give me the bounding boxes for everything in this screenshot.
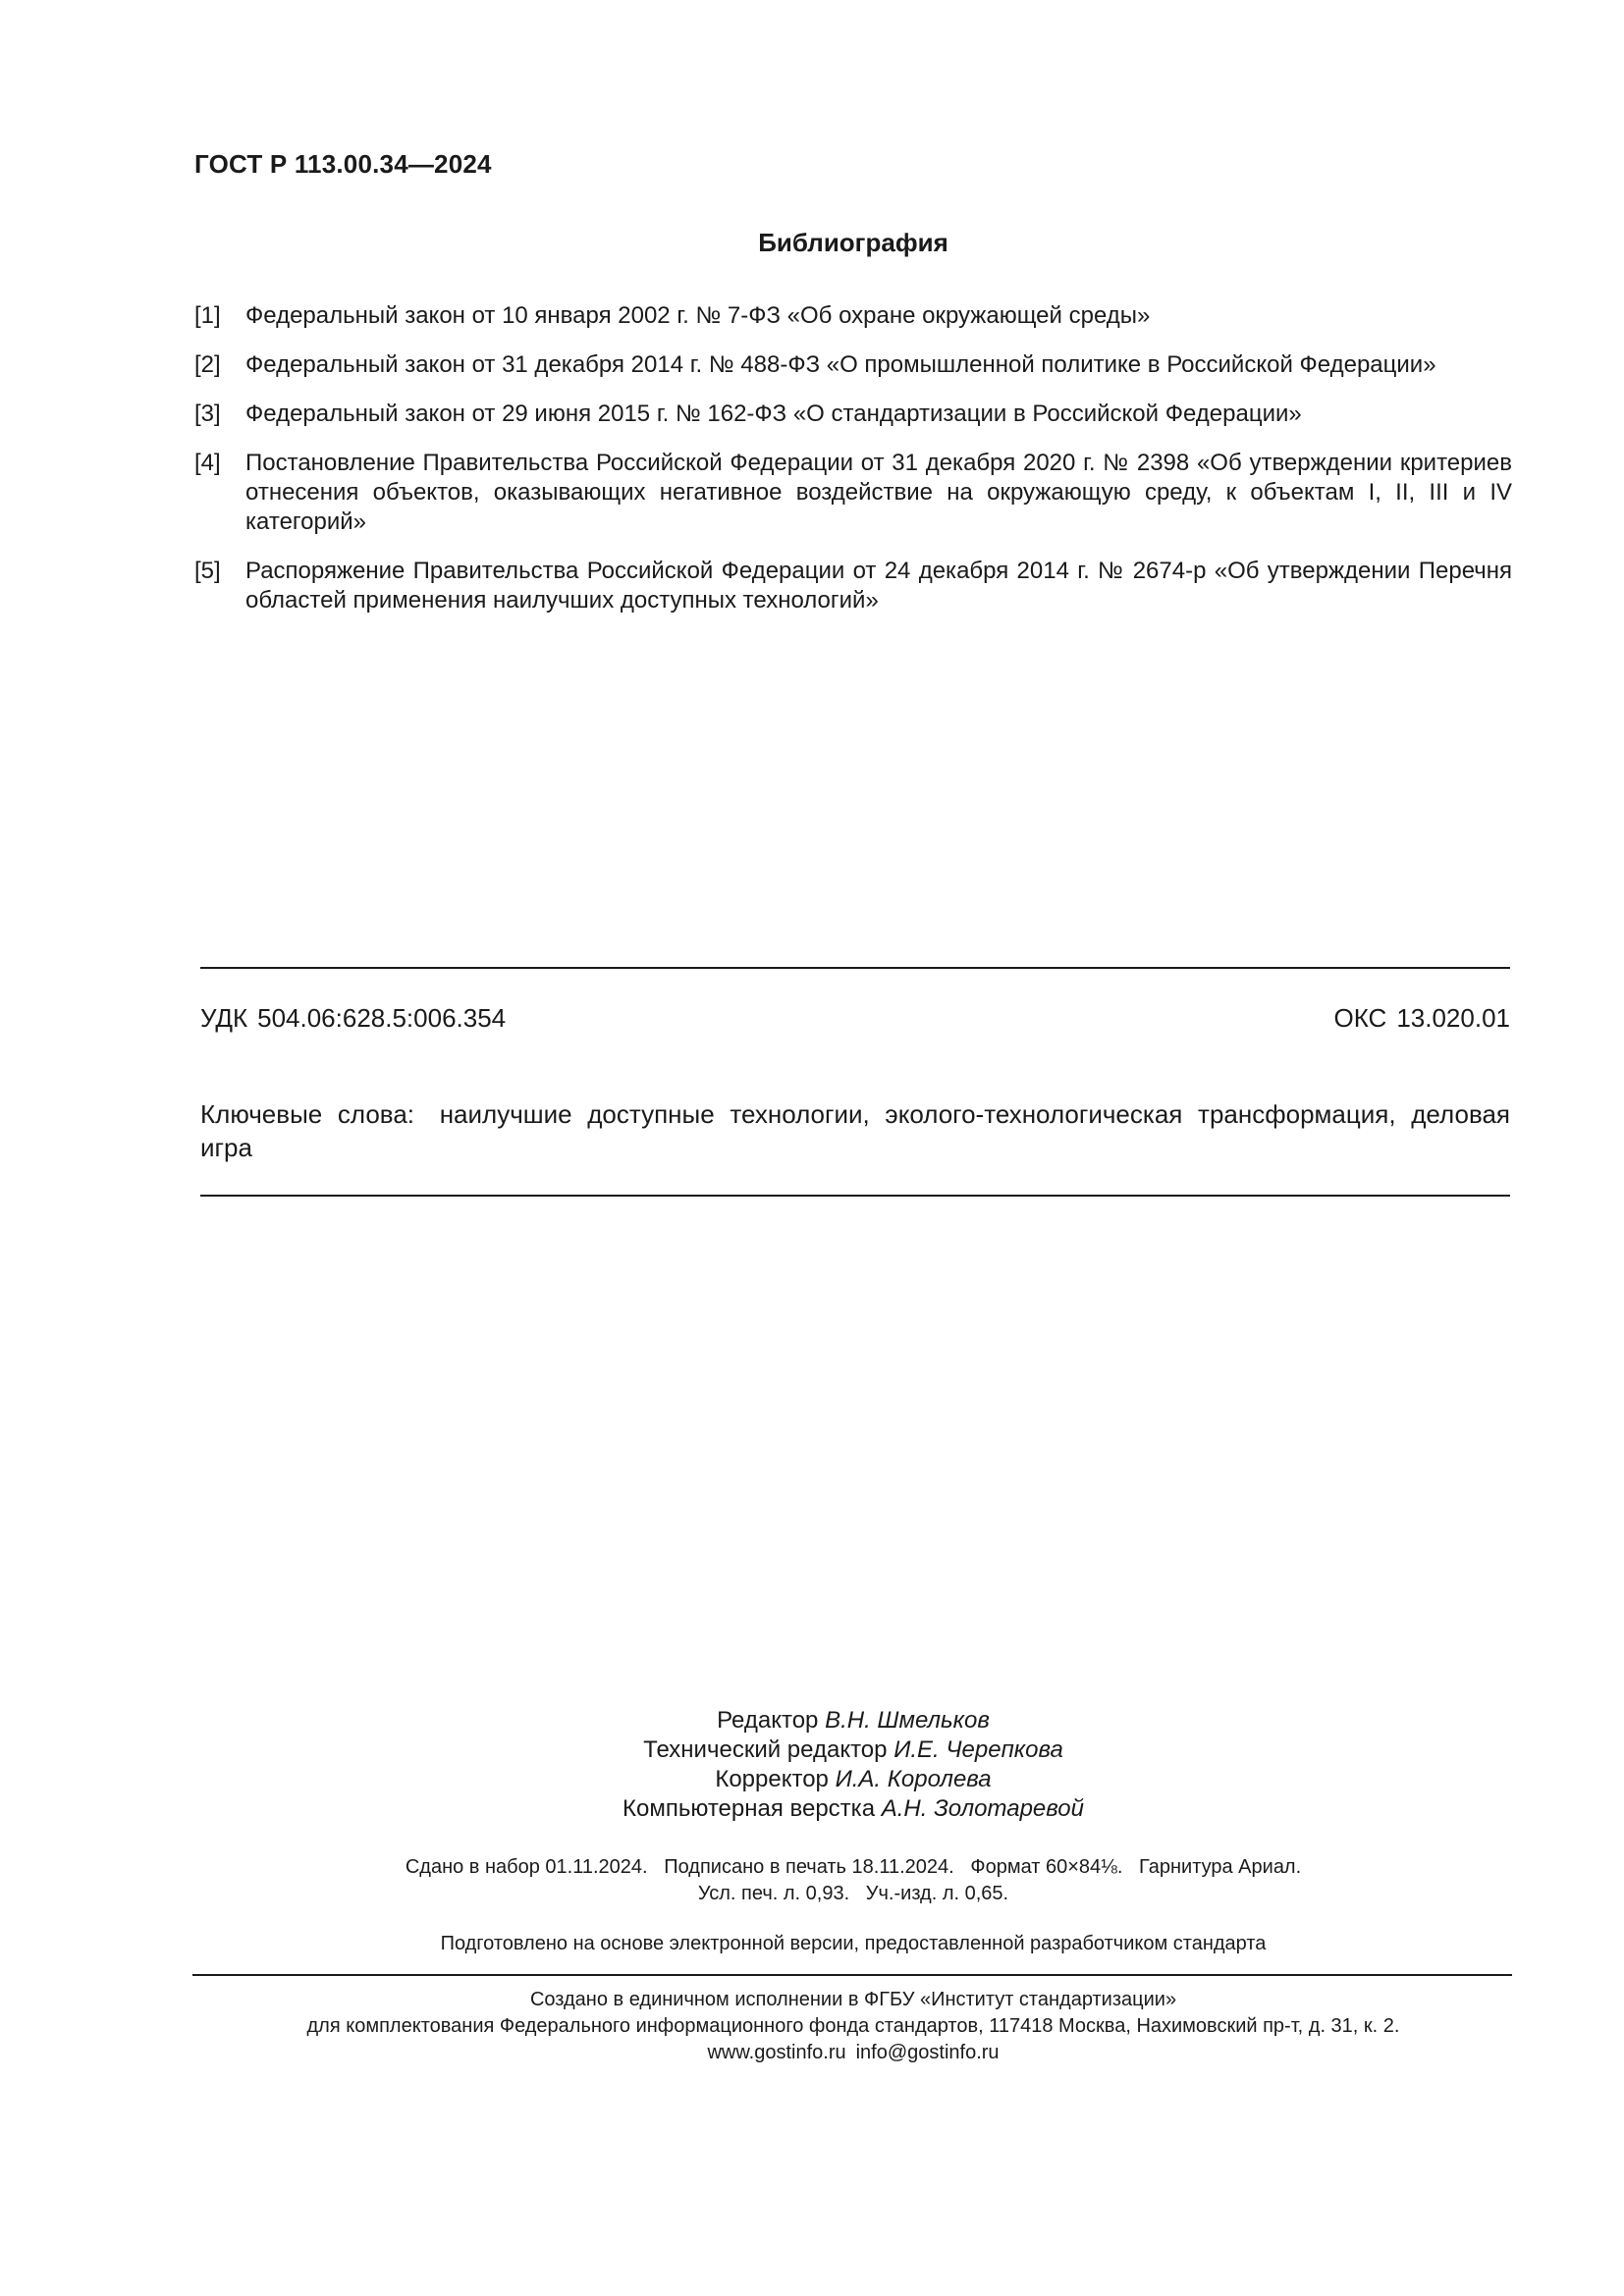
credit-name: А.Н. Золотаревой	[881, 1795, 1084, 1822]
bibliography-item-number: [2]	[194, 351, 221, 378]
bibliography-item	[194, 301, 1512, 331]
footer-contacts	[194, 2040, 1512, 2066]
keywords-label: Ключевые слова:	[200, 1099, 415, 1129]
udk-value: 504.06:628.5:006.354	[257, 1003, 507, 1033]
credit-role: Корректор	[715, 1766, 829, 1792]
footer	[194, 1987, 1512, 2066]
bibliography-item-text: Федеральный закон от 10 января 2002 г. № 7-ФЗ «Об охране окружающей среды»	[245, 302, 1151, 329]
document-code: ГОСТ Р 113.00.34—2024	[194, 149, 492, 179]
credit-line	[194, 1765, 1512, 1794]
credit-name: В.Н. Шмельков	[825, 1707, 990, 1734]
print-info-line: Усл. печ. л. 0,93. Уч.-изд. л. 0,65.	[697, 1883, 1009, 1904]
bibliography-list	[194, 301, 1512, 615]
divider-bottom	[192, 1974, 1512, 1976]
print-info-line: Сдано в набор 01.11.2024. Подписано в печать 18.11.2024. Формат 60×84⅛. Гарнитура Ариал.	[405, 1856, 1302, 1878]
oks-code	[1333, 1003, 1510, 1034]
bibliography-item	[194, 350, 1512, 380]
print-info	[194, 1854, 1512, 1907]
credit-line	[194, 1735, 1512, 1765]
oks-label: ОКС	[1333, 1003, 1387, 1033]
bibliography-item-text: Постановление Правительства Российской Федерации от 31 декабря 2020 г. № 2398 «Об утверждении критериев отнесения объектов, оказывающих негативное воздействие на окружающую среду, к объектам I, II, III и IV категорий»	[245, 450, 1512, 535]
credit-role: Технический редактор	[643, 1736, 888, 1763]
website-link[interactable]: www.gostinfo.ru	[707, 2042, 846, 2063]
bibliography-item-number: [4]	[194, 450, 221, 476]
divider-middle	[200, 1195, 1510, 1197]
footer-line: для комплектования Федерального информационного фонда стандартов, 117418 Москва, Нахимовский пр-т, д. 31, к. 2.	[306, 2015, 1400, 2037]
credit-role: Компьютерная верстка	[623, 1795, 876, 1822]
keywords-block	[200, 1097, 1510, 1164]
udk-label: УДК	[200, 1003, 248, 1033]
credit-line	[194, 1706, 1512, 1735]
divider-top	[200, 967, 1510, 969]
bibliography-item-number: [1]	[194, 302, 221, 329]
prepared-note: Подготовлено на основе электронной версии, предоставленной разработчиком стандарта	[440, 1933, 1267, 1954]
bibliography-item	[194, 400, 1512, 429]
udk-code	[200, 1003, 506, 1034]
bibliography-title: Библиография	[758, 228, 948, 257]
credits-block	[194, 1706, 1512, 1824]
email-link[interactable]: info@gostinfo.ru	[855, 2042, 1000, 2063]
bibliography-item-text: Распоряжение Правительства Российской Федерации от 24 декабря 2014 г. № 2674-р «Об утверждении Перечня областей применения наилучших доступных технологий»	[245, 558, 1512, 614]
credit-role: Редактор	[717, 1707, 819, 1734]
bibliography-item-text: Федеральный закон от 31 декабря 2014 г. № 488-ФЗ «О промышленной политике в Российской Федерации»	[245, 351, 1436, 378]
bibliography-item	[194, 557, 1512, 615]
credit-line	[194, 1794, 1512, 1824]
credit-name: И.А. Королева	[835, 1766, 992, 1792]
bibliography-item	[194, 449, 1512, 537]
footer-line: Создано в единичном исполнении в ФГБУ «Институт стандартизации»	[529, 1989, 1177, 2010]
bibliography-item-text: Федеральный закон от 29 июня 2015 г. № 162-ФЗ «О стандартизации в Российской Федерации»	[245, 400, 1302, 427]
credit-name: И.Е. Черепкова	[893, 1736, 1063, 1763]
oks-value: 13.020.01	[1396, 1003, 1510, 1033]
bibliography-item-number: [3]	[194, 400, 221, 427]
bibliography-item-number: [5]	[194, 558, 221, 584]
keywords-text: наилучшие доступные технологии, эколого-технологическая трансформация, деловая игра	[200, 1099, 1510, 1162]
